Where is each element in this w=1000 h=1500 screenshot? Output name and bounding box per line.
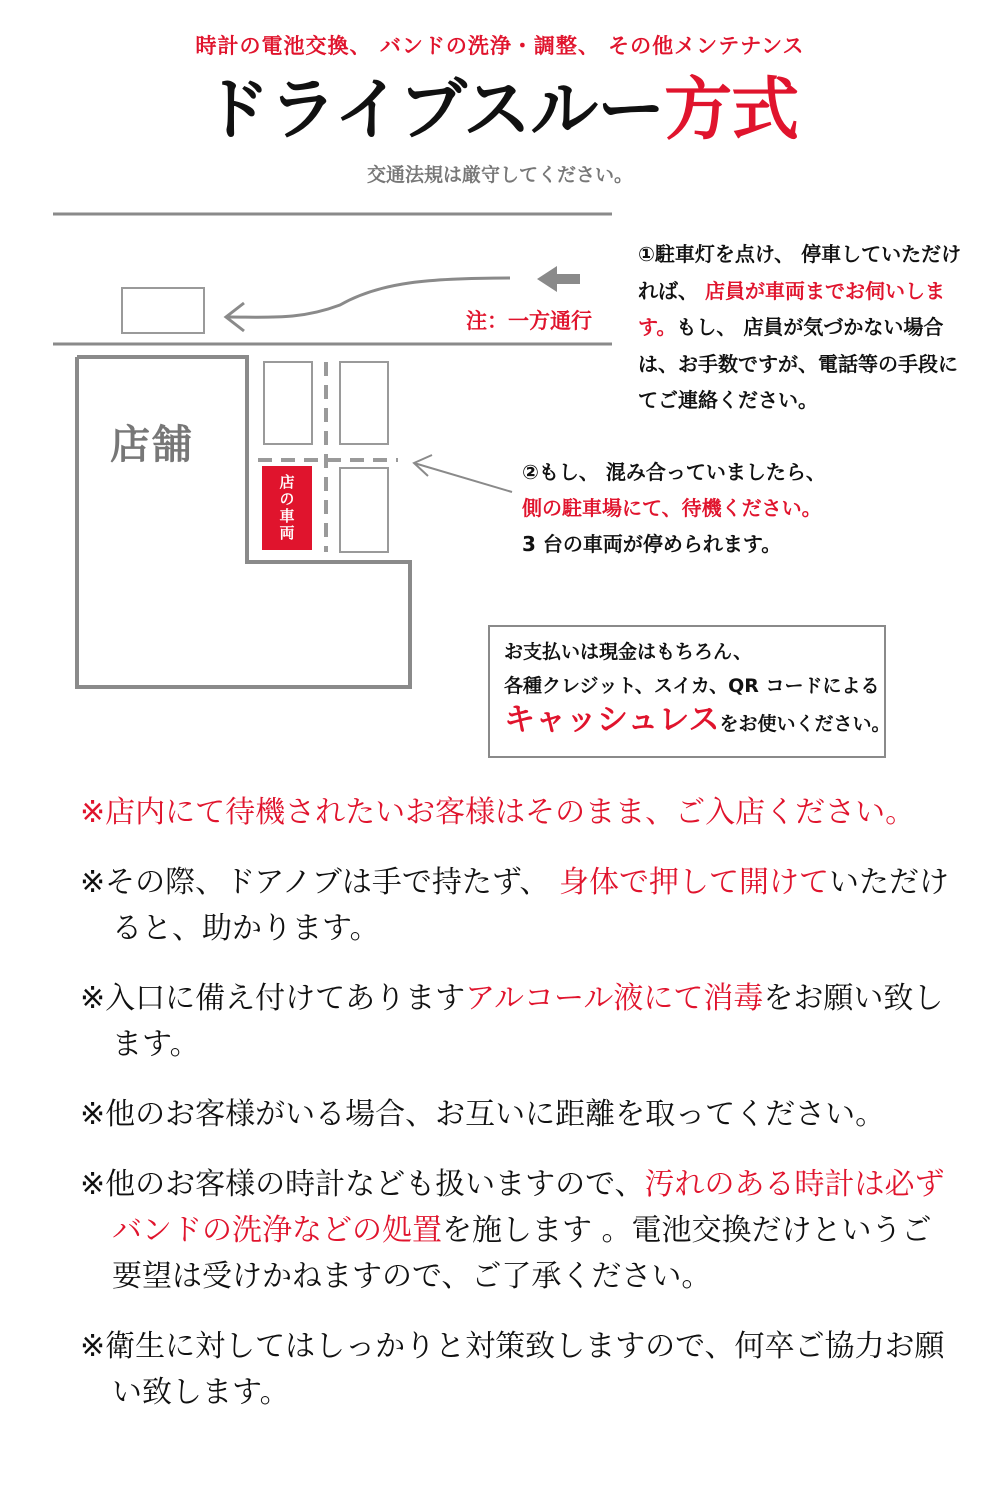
notice-highlight: 汚れのある時計は必ずバンドの洗浄などの処置 xyxy=(112,1167,945,1248)
cashless-highlight: キャッシュレス xyxy=(504,702,720,738)
payment-line-3: をお使いください。 xyxy=(719,713,891,735)
payment-line-1: お支払いは現金はもちろん、 xyxy=(504,641,753,663)
notice-item: ※衛生に対してはしっかりと対策致しますので、何卒ご協力お願い致します。 xyxy=(80,1329,945,1410)
notice-text: をお願い致します。 xyxy=(112,981,944,1062)
notice-text: ※その際、ドアノブは手で持たず、 xyxy=(80,865,559,900)
payment-line-2: 各種クレジット、スイカ、QR コードによる xyxy=(504,675,880,697)
step1-text: ①駐車灯を点け、 停車していただければ、 xyxy=(638,242,962,303)
title-drive-thru: ドライブスルー xyxy=(201,71,665,150)
title-method: 方式 xyxy=(664,71,799,150)
store-label: 店舗 xyxy=(110,422,194,468)
instruction-step-1 xyxy=(638,236,968,419)
step2-highlight: 側の駐車場にて、待機ください。 xyxy=(522,496,822,520)
notice-text: を施します 。電池交換だけというご要望は受けかねますので、ご了承ください。 xyxy=(112,1213,932,1294)
step2-line-3: 3 台の車両が停められます。 xyxy=(522,532,782,556)
maintenance-services-subtitle: 時計の電池交換、 バンドの洗浄・調整、 その他メンテナンス xyxy=(195,34,805,58)
notice-text: ※他のお客様の時計なども扱いますので、 xyxy=(80,1167,645,1202)
road-car-box xyxy=(122,288,204,333)
payment-info-box xyxy=(488,625,891,758)
notice-item xyxy=(80,860,950,952)
parking-space xyxy=(340,362,388,444)
pointer-line xyxy=(414,463,512,492)
step1-highlight: 店員が車両までお伺いします。 xyxy=(638,278,945,339)
staff-car-marker: 店の車両 xyxy=(262,466,312,550)
notice-list xyxy=(80,790,950,1440)
parking-space xyxy=(264,362,312,444)
one-way-label: 注：一方通行 xyxy=(466,309,592,333)
notice-item xyxy=(80,1162,950,1300)
notice-item xyxy=(80,976,950,1068)
page-title xyxy=(0,66,1000,156)
notice-text: ※入口に備え付けてあります xyxy=(80,981,466,1016)
notice-text: いただけると、助かります。 xyxy=(112,865,949,946)
notice-item: ※他のお客様がいる場合、お互いに距離を取ってください。 xyxy=(80,1097,886,1132)
one-way-arrow-icon xyxy=(537,266,580,292)
parking-space xyxy=(340,468,388,552)
notice-item: ※店内にて待機されたいお客様はそのまま、ご入店ください。 xyxy=(80,795,916,830)
notice-highlight: 身体で押して開けて xyxy=(558,865,829,900)
notice-highlight: アルコール液にて消毒 xyxy=(465,981,764,1016)
instruction-step-2 xyxy=(522,454,902,562)
step1-text-tail: もし、 店員が気づかない場合は、お手数ですが、電話等の手段にてご連絡ください。 xyxy=(638,315,958,412)
traffic-rules-tagline: 交通法規は厳守してください。 xyxy=(366,164,633,186)
step2-line-1: ②もし、 混み合っていましたら、 xyxy=(522,460,826,484)
